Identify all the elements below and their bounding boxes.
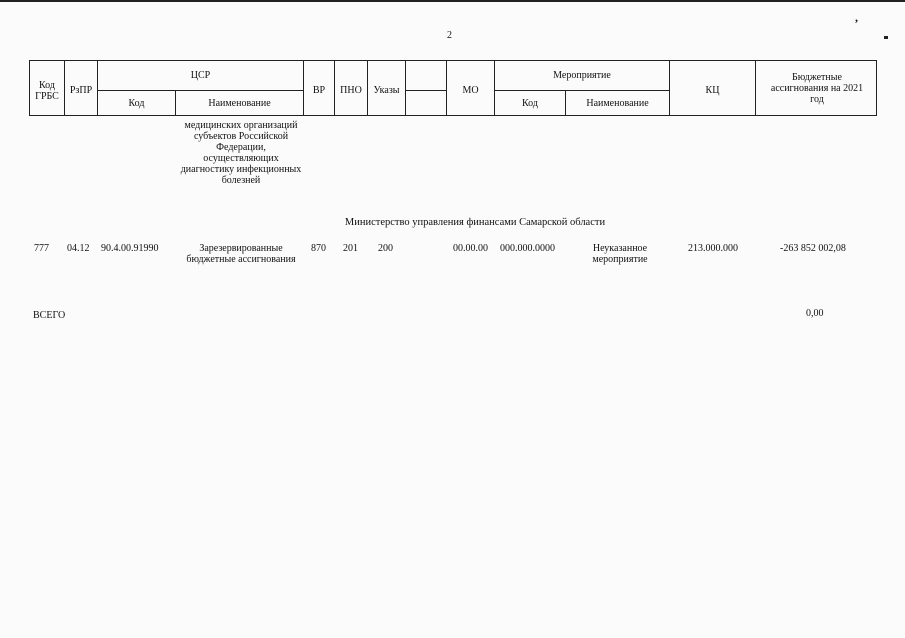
header-meropriyatie: Мероприятие <box>553 70 611 81</box>
page-number: 2 <box>447 30 452 41</box>
row-kod-grbs: 777 <box>34 243 49 254</box>
scan-dot <box>884 36 888 39</box>
row-kc: 213.000.000 <box>688 243 738 254</box>
header-csr-name: Наименование <box>208 98 271 109</box>
row-mer-name: Неуказанное мероприятие <box>592 243 648 265</box>
row-ukazy: 200 <box>378 243 393 254</box>
row-mo: 00.00.00 <box>453 243 488 254</box>
header-vr: ВР <box>312 85 326 96</box>
header-csr-kod: Код <box>128 98 145 109</box>
header-pno: ПНО <box>340 85 362 96</box>
header-mo: МО <box>462 85 479 96</box>
row-mer-kod: 000.000.0000 <box>500 243 555 254</box>
header-mer-name: Наименование <box>586 98 649 109</box>
top-border <box>0 0 905 2</box>
row-csr-name: Зарезервированные бюджетные ассигнования <box>186 243 296 265</box>
row-pno: 201 <box>343 243 358 254</box>
total-label: ВСЕГО <box>33 310 66 321</box>
header-csr: ЦСР <box>190 70 211 81</box>
header-kod-grbs: Код ГРБС <box>35 80 59 102</box>
row-csr-kod: 90.4.00.91990 <box>101 243 159 254</box>
table-header <box>29 60 877 116</box>
continued-name-cell: медицинских организаций субъектов Российской Федерации, осуществляющих диагностику инфекционных болезней <box>180 120 302 186</box>
header-budget: Бюджетные ассигнования на 2021 год <box>770 72 864 105</box>
total-value: 0,00 <box>806 308 824 319</box>
section-title: Министерство управления финансами Самарской области <box>344 217 606 228</box>
header-mer-kod: Код <box>522 98 538 109</box>
row-rzpr: 04.12 <box>67 243 90 254</box>
header-rzpr: РзПР <box>69 85 93 96</box>
header-ukazy: Указы <box>373 85 400 96</box>
header-kc: КЦ <box>705 85 720 96</box>
scan-mark: , <box>855 10 858 24</box>
row-vr: 870 <box>311 243 326 254</box>
row-budget: -263 852 002,08 <box>780 243 846 254</box>
